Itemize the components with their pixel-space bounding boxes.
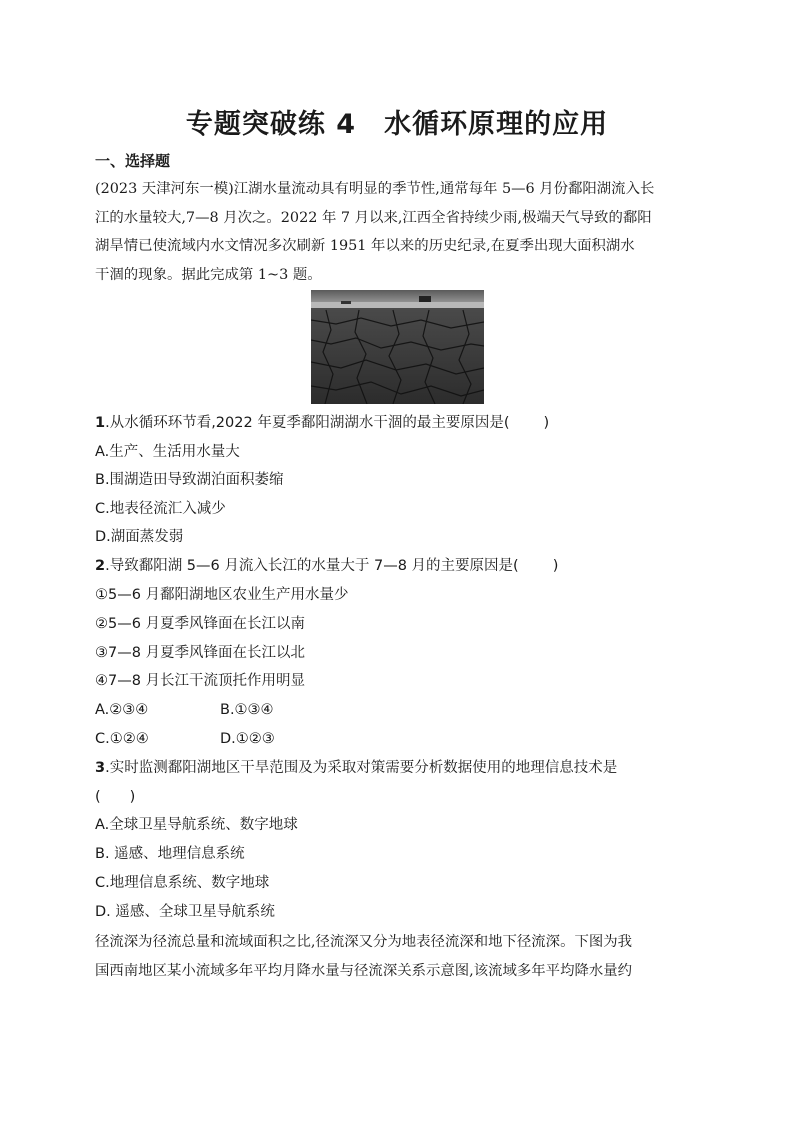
passage-line: 径流深为径流总量和流域面积之比,径流深又分为地表径流深和地下径流深。下图为我 — [95, 934, 633, 950]
question-2-option-d[interactable]: D.①②③ — [220, 731, 275, 747]
question-3-option-d[interactable]: D. 遥感、全球卫星导航系统 — [95, 904, 275, 920]
dry-lakebed-photo — [311, 290, 484, 404]
question-3-stem — [95, 758, 617, 778]
section-heading: 一、选择题 — [95, 152, 171, 170]
passage-line: 湖旱情已使流域内水文情况多次刷新 1951 年以来的历史纪录,在夏季出现大面积湖水 — [95, 238, 635, 254]
question-1-option-a[interactable]: A.生产、生活用水量大 — [95, 444, 240, 460]
question-3-option-b[interactable]: B. 遥感、地理信息系统 — [95, 846, 245, 862]
question-number: 1 — [95, 415, 106, 431]
question-1-stem — [95, 413, 549, 433]
passage-line: 江的水量较大,7—8 月次之。2022 年 7 月以来,江西全省持续少雨,极端天气导致的鄱阳 — [95, 209, 652, 226]
reading-passage-1 — [95, 175, 700, 289]
question-number: 3 — [95, 760, 106, 776]
question-2-stem — [95, 556, 558, 576]
question-1-option-b[interactable]: B.围湖造田导致湖泊面积萎缩 — [95, 472, 284, 488]
answer-paren: ( ) — [95, 789, 136, 805]
question-1-option-c[interactable]: C.地表径流汇入减少 — [95, 501, 226, 517]
question-number: 2 — [95, 558, 106, 574]
answer-paren-close: ) — [552, 558, 559, 574]
question-2-statement-3: ③7—8 月夏季风锋面在长江以北 — [95, 645, 306, 661]
question-3-option-a[interactable]: A.全球卫星导航系统、数字地球 — [95, 817, 298, 833]
question-text: .实时监测鄱阳湖地区干旱范围及为采取对策需要分析数据使用的地理信息技术是 — [105, 760, 618, 776]
passage-line: (2023 天津河东一模)江湖水量流动具有明显的季节性,通常每年 5—6 月份鄱阳湖流入长 — [95, 181, 655, 197]
question-2-option-c[interactable]: C.①②④ — [95, 731, 149, 747]
question-2-option-b[interactable]: B.①③④ — [220, 702, 274, 718]
question-2-statement-4: ④7—8 月长江干流顶托作用明显 — [95, 673, 306, 689]
passage-line: 国西南地区某小流域多年平均月降水量与径流深关系示意图,该流域多年平均降水量约 — [95, 962, 633, 979]
question-2-statement-2: ②5—6 月夏季风锋面在长江以南 — [95, 616, 306, 632]
reading-passage-2 — [95, 928, 700, 985]
question-2-option-a[interactable]: A.②③④ — [95, 702, 149, 718]
page-title: 专题突破练 4 水循环原理的应用 — [185, 109, 609, 140]
answer-paren-close: ) — [543, 415, 550, 431]
question-2-statement-1: ①5—6 月鄱阳湖地区农业生产用水量少 — [95, 587, 349, 603]
question-3-option-c[interactable]: C.地理信息系统、数字地球 — [95, 875, 270, 891]
question-text: .导致鄱阳湖 5—6 月流入长江的水量大于 7—8 月的主要原因是( — [105, 558, 519, 574]
question-1-option-d[interactable]: D.湖面蒸发弱 — [95, 529, 184, 545]
question-text: .从水循环环节看,2022 年夏季鄱阳湖湖水干涸的最主要原因是( — [105, 415, 510, 431]
passage-line: 干涸的现象。据此完成第 1~3 题。 — [95, 266, 322, 283]
